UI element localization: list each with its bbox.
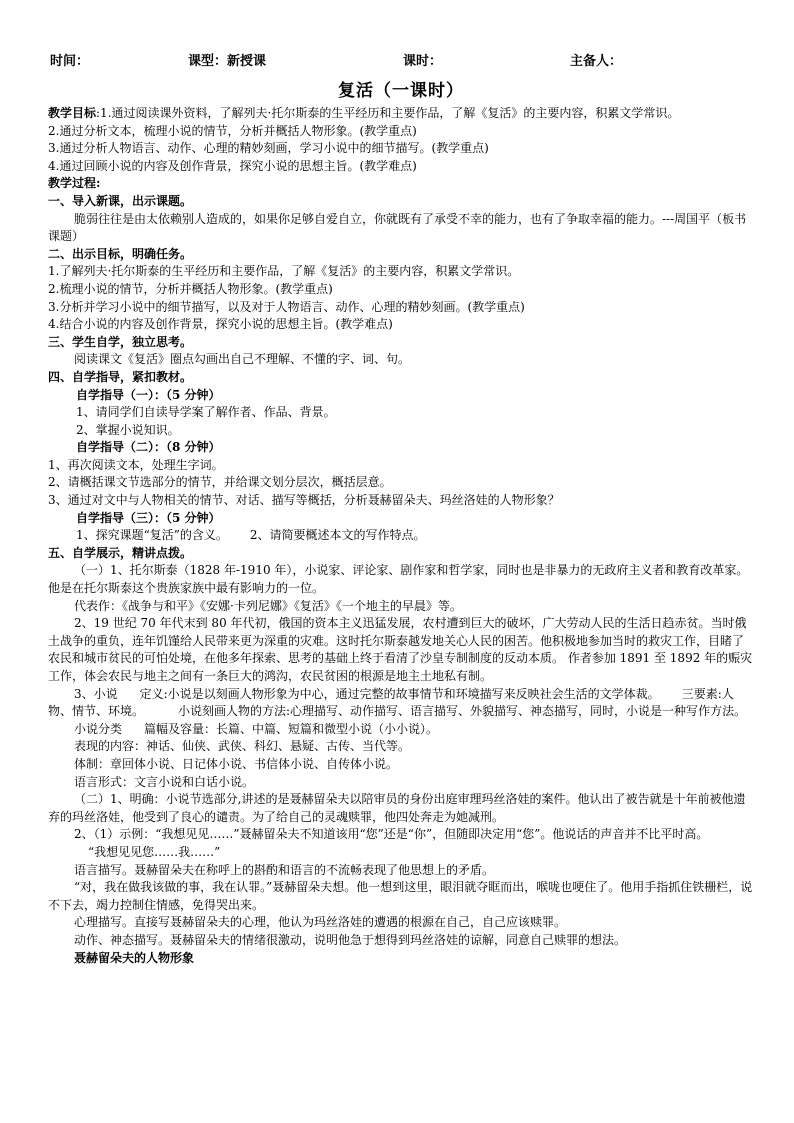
goal-3: 3.通过分析人物语言、动作、心理的精妙刻画，学习小说中的细节描写。(教学重点) <box>48 141 489 156</box>
goal-1 <box>48 105 754 123</box>
novel-definition: 定义:小说是以刻画人物形象为中心，通过完整的故事情节和环境描写来反映社会生活的文学体裁。 <box>139 686 660 701</box>
paragraph-action: 动作、神态描写。聂赫留朵夫的情绪很激动，说明他急于想得到玛丝洛娃的谅解，同意自己赎罪的想法。 <box>74 932 627 947</box>
header-lesson-type: 课型：新授课 <box>188 54 267 69</box>
goal-1-text: :1.通过阅读课外资料，了解列夫·托尔斯泰的生平经历和主要作品，了解《复活》的主要内容，积累文学常识。 <box>96 106 680 120</box>
paragraph-content-types: 表现的内容：神话、仙侠、武侠、科幻、悬疑、古传、当代等。 <box>74 739 411 754</box>
header-row <box>48 46 754 70</box>
paragraph-background: 2、19 世纪 70 年代末到 80 年代初，俄国的资本主义迅猛发展，农村遭到巨大的破坏，广大劳动人民的生活日趋赤贫。当时俄土战争的重负，连年饥馑给人民带来更为深重的灾难。这时托尔斯泰越发地关心人民的困苦。他积极地参加当时的救灾工作，目睹了农民和城市贫民的可怕处境，在他多年探索、思考的基础上终于看清了沙皇专制制度的反动本质。 作者参加 1891 至 1892 年的赈灾工作，体会农民与地主之间有一条巨大的鸿沟，农民贫困的根源是地主土地私有制。 <box>48 616 753 683</box>
section-5-heading: 五、自学展示，精讲点拨。 <box>48 545 193 560</box>
guide-1-item-2: 2、掌握小说知识。 <box>76 422 180 437</box>
paragraph-psychology: 心理描写。直接写聂赫留朵夫的心理，他认为玛丝洛娃的遭遇的根源在自己，自己应该赎罪。 <box>74 915 567 930</box>
paragraph-summary: （二）1、明确：小说节选部分,讲述的是聂赫留朵夫以陪审员的身份出庭审理玛丝洛娃的案件。他认出了被告就是十年前被他遗弃的玛丝洛娃，他受到了良心的谴责。为了给自己的灵魂赎罪，他四处奔走为她减刑。 <box>48 792 746 824</box>
paragraph-quote-2: “对，我在做我该做的事，我在认罪。”聂赫留朵夫想。他一想到这里，眼泪就夺眶而出，喉咙也哽住了。他用手指抓住铁栅栏，说不下去，竭力控制住情感，免得哭出来。 <box>48 880 753 912</box>
novel-methods: 小说刻画人物的方法:心理描写、动作描写、语言描写、外貌描写、神态描写，同时，小说是一种写作方法。 <box>178 704 747 719</box>
paragraph-tolstoy: （一）1、托尔斯泰（1828 年-1910 年），小说家、评论家、剧作家和哲学家，同时也是非暴力的无政府主义者和教育改革家。他是在托尔斯泰这个贵族家族中最有影响力的一位。 <box>48 563 749 596</box>
document-page <box>48 46 754 967</box>
guide-2-item-2: 2、请概括课文节选部分的情节，并给课文划分层次，概括层意。 <box>48 475 392 490</box>
header-time: 时间： <box>50 54 90 69</box>
page-title: 复活（一课时） <box>338 81 464 101</box>
paragraph-character-heading: 聂赫留朵夫的人物形象 <box>74 950 195 965</box>
paragraph-works: 代表作：《战争与和平》《安娜·卡列尼娜》《复活》《一个地主的早晨》等。 <box>74 598 462 613</box>
paragraph-example: 2、（1）示例：“我想见见……”聂赫留朵夫不知道该用“您”还是“你”，但随即决定用“您”。他说话的声音并不比平时高。 <box>74 827 709 842</box>
novel-elements: 三要素:人物、情节、环境。 <box>48 686 734 719</box>
goals-label: 教学目标 <box>48 106 97 120</box>
task-1: 1.了解列夫·托尔斯泰的生平经历和主要作品，了解《复活》的主要内容，积累文学常识。 <box>48 264 520 279</box>
task-4: 4.结合小说的内容及创作背景，探究小说的思想主旨。(教学难点) <box>48 317 393 332</box>
guide-1-item-1: 1、请同学们自读导学案了解作者、作品、背景。 <box>76 405 336 420</box>
guide-2-item-3: 3、通过对文中与人物相关的情节、对话、描写等概括，分析聂赫留朵夫、玛丝洛娃的人物形象？ <box>48 493 560 508</box>
paragraph-forms: 体制：章回体小说、日记体小说、书信体小说、自传体小说。 <box>74 756 399 771</box>
paragraph-language-description: 语言描写。聂赫留朵夫在称呼上的斟酌和语言的不流畅表现了他思想上的矛盾。 <box>74 862 495 877</box>
section-4-heading: 四、自学指导，紧扣教材。 <box>48 369 193 384</box>
novel-label: 3、小说 <box>74 686 118 701</box>
process-label: 教学过程: <box>48 176 101 191</box>
guide-2-heading: 自学指导（二）：（8 分钟） <box>76 440 221 455</box>
section-3-heading: 三、学生自学，独立思考。 <box>48 334 193 349</box>
goal-2: 2.通过分析文本，梳理小说的情节，分析并概括人物形象。(教学重点) <box>48 123 417 138</box>
section-1-text: 脆弱往往是由太依赖别人造成的，如果你足够自爱自立，你就既有了承受不幸的能力，也有了争取幸福的能力。---周国平（板书课题） <box>48 211 747 244</box>
paragraph-quote: “我想见见您……我……” <box>88 844 221 859</box>
classification-label: 小说分类 <box>74 721 123 736</box>
guide-3-heading: 自学指导（三）：（5 分钟） <box>76 510 221 525</box>
guide-2-item-1: 1、再次阅读文本，处理生字词。 <box>48 457 224 472</box>
task-2: 2.梳理小说的情节，分析并概括人物形象。(教学重点) <box>48 281 333 296</box>
section-3-text: 阅读课文《复活》圈点勾画出自己不理解、不懂的字、词、句。 <box>74 352 411 367</box>
section-2-heading: 二、出示目标，明确任务。 <box>48 246 193 261</box>
guide-3-item-2: 2、请简要概述本文的写作特点。 <box>249 528 426 543</box>
task-3: 3.分析并学习小说中的细节描写，以及对于人物语言、动作、心理的精妙刻画。(教学重点) <box>48 299 525 314</box>
guide-3-items <box>48 527 754 545</box>
paragraph-classification <box>48 721 754 739</box>
guide-1-heading: 自学指导（一）：（5 分钟） <box>76 387 221 402</box>
guide-3-item-1: 1、探究课题“复活”的含义。 <box>76 528 228 543</box>
paragraph-novel-definition <box>48 686 754 721</box>
classification-length: 篇幅及容量：长篇、中篇、短篇和微型小说（小小说）。 <box>144 721 439 736</box>
header-period: 课时： <box>403 54 443 69</box>
goal-4: 4.通过回顾小说的内容及创作背景，探究小说的思想主旨。(教学难点) <box>48 158 417 173</box>
paragraph-language: 语言形式：文言小说和白话小说。 <box>74 774 255 789</box>
section-1-heading: 一、导入新课，出示课题。 <box>48 193 193 208</box>
header-preparer: 主备人： <box>570 54 623 69</box>
